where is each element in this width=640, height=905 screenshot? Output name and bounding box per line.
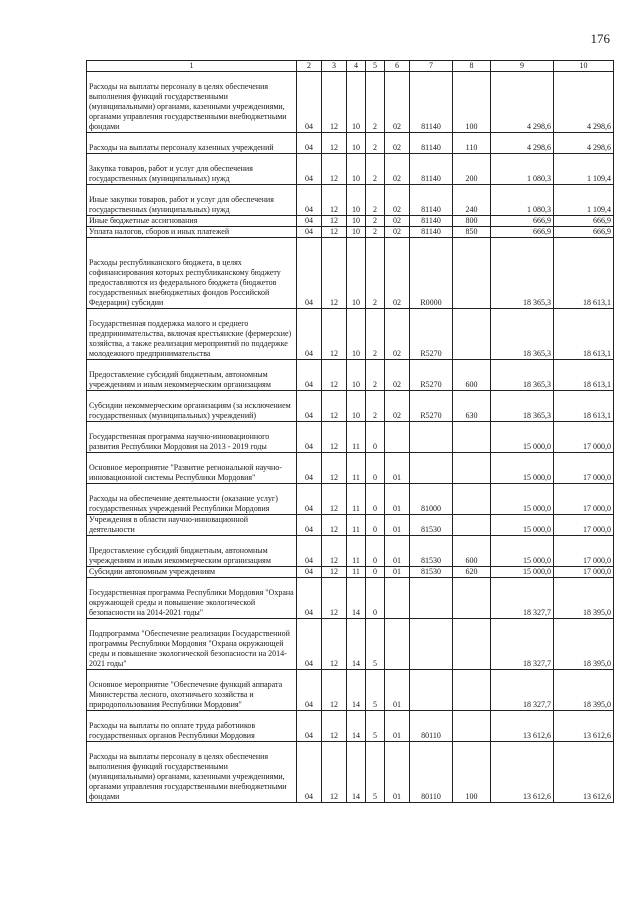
code-cell: 10 <box>347 309 366 360</box>
code-cell: 02 <box>385 238 410 309</box>
code-cell: 02 <box>385 309 410 360</box>
code-cell <box>453 422 491 453</box>
code-cell: 12 <box>322 227 347 238</box>
code-cell: 04 <box>297 515 322 536</box>
table-row <box>87 185 614 216</box>
table-row <box>87 567 614 578</box>
row-name-cell: Субсидии некоммерческим организациям (за исключением государственных (муниципальных) учреждений) <box>87 391 297 422</box>
code-cell: 10 <box>347 216 366 227</box>
table-row <box>87 711 614 742</box>
table-row <box>87 619 614 670</box>
code-cell: 11 <box>347 453 366 484</box>
amount-cell: 15 000,0 <box>491 422 554 453</box>
code-cell: 0 <box>366 536 385 567</box>
amount-cell: 18 327,7 <box>491 578 554 619</box>
row-name-cell: Иные закупки товаров, работ и услуг для обеспечения государственных (муниципальных) нужд <box>87 185 297 216</box>
code-cell: 81140 <box>410 72 453 133</box>
code-cell <box>410 670 453 711</box>
amount-cell: 18 395,0 <box>554 670 614 711</box>
code-cell: 12 <box>322 309 347 360</box>
table-row <box>87 670 614 711</box>
code-cell: R5270 <box>410 391 453 422</box>
table-header-row <box>87 61 614 72</box>
amount-cell: 18 327,7 <box>491 670 554 711</box>
code-cell: 12 <box>322 515 347 536</box>
code-cell: 81140 <box>410 216 453 227</box>
row-name-cell: Расходы республиканского бюджета, в целях софинансирования которых республиканскому бюджету предоставляются из федерального бюджета (бюджетов государственных внебюджетных фондов Российской Федерации) субсидии <box>87 238 297 309</box>
code-cell: R5270 <box>410 360 453 391</box>
code-cell: 11 <box>347 536 366 567</box>
code-cell <box>410 578 453 619</box>
amount-cell: 18 395,0 <box>554 578 614 619</box>
code-cell: 04 <box>297 453 322 484</box>
code-cell: 81530 <box>410 536 453 567</box>
code-cell: 04 <box>297 742 322 803</box>
code-cell: 04 <box>297 391 322 422</box>
code-cell: 04 <box>297 670 322 711</box>
code-cell: 01 <box>385 515 410 536</box>
code-cell <box>453 515 491 536</box>
column-header: 8 <box>453 61 491 72</box>
code-cell: 5 <box>366 670 385 711</box>
code-cell <box>453 670 491 711</box>
code-cell: 81140 <box>410 133 453 154</box>
amount-cell: 15 000,0 <box>491 515 554 536</box>
code-cell: 10 <box>347 391 366 422</box>
code-cell: 04 <box>297 484 322 515</box>
code-cell: 0 <box>366 567 385 578</box>
row-name-cell: Уплата налогов, сборов и иных платежей <box>87 227 297 238</box>
code-cell: 10 <box>347 185 366 216</box>
code-cell: 02 <box>385 185 410 216</box>
code-cell: 11 <box>347 484 366 515</box>
code-cell: 04 <box>297 422 322 453</box>
code-cell: 11 <box>347 567 366 578</box>
code-cell: 12 <box>322 453 347 484</box>
code-cell: 600 <box>453 536 491 567</box>
code-cell: 2 <box>366 133 385 154</box>
code-cell: R5270 <box>410 309 453 360</box>
row-name-cell: Расходы на обеспечение деятельности (оказание услуг) государственных учреждений Республики Мордовия <box>87 484 297 515</box>
code-cell: 04 <box>297 619 322 670</box>
amount-cell: 13 612,6 <box>491 711 554 742</box>
code-cell <box>385 578 410 619</box>
amount-cell: 18 613,1 <box>554 309 614 360</box>
code-cell: 04 <box>297 360 322 391</box>
row-name-cell: Учреждения в области научно-инновационной деятельности <box>87 515 297 536</box>
code-cell: 04 <box>297 227 322 238</box>
code-cell: 0 <box>366 422 385 453</box>
code-cell <box>453 238 491 309</box>
row-name-cell: Государственная программа Республики Мордовия "Охрана окружающей среды и повышение экологической безопасности на 2014-2021 годы" <box>87 578 297 619</box>
code-cell: 01 <box>385 670 410 711</box>
row-name-cell: Субсидии автономным учреждениям <box>87 567 297 578</box>
code-cell: 02 <box>385 216 410 227</box>
code-cell: 12 <box>322 360 347 391</box>
code-cell: 02 <box>385 227 410 238</box>
code-cell: 04 <box>297 133 322 154</box>
row-name-cell: Расходы на выплаты персоналу в целях обеспечения выполнения функций государственными (муниципальными) органами, казенными учреждениями, органами управления государственными внебюджетными фондами <box>87 742 297 803</box>
code-cell <box>385 619 410 670</box>
code-cell: 04 <box>297 536 322 567</box>
code-cell: 5 <box>366 742 385 803</box>
table-row <box>87 578 614 619</box>
code-cell <box>453 619 491 670</box>
code-cell: 0 <box>366 453 385 484</box>
table-row <box>87 742 614 803</box>
code-cell: 10 <box>347 72 366 133</box>
code-cell: 2 <box>366 391 385 422</box>
row-name-cell: Закупка товаров, работ и услуг для обеспечения государственных (муниципальных) нужд <box>87 154 297 185</box>
amount-cell: 15 000,0 <box>491 484 554 515</box>
amount-cell: 15 000,0 <box>491 536 554 567</box>
amount-cell: 4 298,6 <box>554 72 614 133</box>
column-header: 3 <box>322 61 347 72</box>
code-cell: 12 <box>322 238 347 309</box>
code-cell: 81530 <box>410 515 453 536</box>
code-cell: 12 <box>322 216 347 227</box>
row-name-cell: Расходы на выплаты персоналу в целях обеспечения выполнения функций государственными (муниципальными) органами, казенными учреждениями, органами управления государственными внебюджетными фондами <box>87 72 297 133</box>
code-cell: 12 <box>322 670 347 711</box>
code-cell <box>453 453 491 484</box>
code-cell: 12 <box>322 567 347 578</box>
row-name-cell: Основное мероприятие "Обеспечение функций аппарата Министерства лесного, охотничьего хозяйства и природопользования Республики Мордовия" <box>87 670 297 711</box>
code-cell: 12 <box>322 578 347 619</box>
code-cell: 2 <box>366 238 385 309</box>
code-cell: 04 <box>297 238 322 309</box>
code-cell: 2 <box>366 154 385 185</box>
code-cell: 2 <box>366 72 385 133</box>
table-row <box>87 515 614 536</box>
budget-table <box>86 60 614 803</box>
table-row <box>87 536 614 567</box>
code-cell: 04 <box>297 578 322 619</box>
code-cell: 0 <box>366 484 385 515</box>
code-cell <box>410 453 453 484</box>
code-cell: 2 <box>366 227 385 238</box>
code-cell: 04 <box>297 567 322 578</box>
table-row <box>87 422 614 453</box>
row-name-cell: Предоставление субсидий бюджетным, автономным учреждениям и иным некоммерческим организациям <box>87 360 297 391</box>
code-cell: 2 <box>366 216 385 227</box>
table-row <box>87 484 614 515</box>
code-cell: 630 <box>453 391 491 422</box>
table-row <box>87 154 614 185</box>
code-cell: 100 <box>453 742 491 803</box>
code-cell: 850 <box>453 227 491 238</box>
column-header: 10 <box>554 61 614 72</box>
code-cell: 01 <box>385 711 410 742</box>
amount-cell: 17 000,0 <box>554 515 614 536</box>
code-cell: 620 <box>453 567 491 578</box>
code-cell <box>453 309 491 360</box>
amount-cell: 666,9 <box>554 216 614 227</box>
column-header: 9 <box>491 61 554 72</box>
code-cell: 01 <box>385 536 410 567</box>
amount-cell: 13 612,6 <box>491 742 554 803</box>
amount-cell: 18 365,3 <box>491 238 554 309</box>
amount-cell: 18 613,1 <box>554 238 614 309</box>
code-cell <box>453 578 491 619</box>
code-cell: 5 <box>366 711 385 742</box>
code-cell: 2 <box>366 309 385 360</box>
code-cell: 02 <box>385 154 410 185</box>
page-number: 176 <box>590 31 610 46</box>
code-cell: 110 <box>453 133 491 154</box>
code-cell: 80110 <box>410 711 453 742</box>
code-cell <box>385 422 410 453</box>
amount-cell: 18 613,1 <box>554 391 614 422</box>
row-name-cell: Государственная поддержка малого и среднего предпринимательства, включая крестьянские (фермерские) хозяйства, а также реализация мероприятий по поддержке молодежного предпринимательства <box>87 309 297 360</box>
code-cell: 81000 <box>410 484 453 515</box>
code-cell: 10 <box>347 133 366 154</box>
code-cell: 14 <box>347 711 366 742</box>
amount-cell: 18 327,7 <box>491 619 554 670</box>
code-cell: 04 <box>297 309 322 360</box>
table-row <box>87 227 614 238</box>
amount-cell: 18 613,1 <box>554 360 614 391</box>
column-header: 1 <box>87 61 297 72</box>
column-header: 4 <box>347 61 366 72</box>
code-cell: 81140 <box>410 154 453 185</box>
code-cell: 0 <box>366 515 385 536</box>
code-cell: 02 <box>385 360 410 391</box>
table-row <box>87 72 614 133</box>
code-cell <box>410 422 453 453</box>
code-cell: 81140 <box>410 185 453 216</box>
code-cell: 12 <box>322 391 347 422</box>
amount-cell: 1 080,3 <box>491 154 554 185</box>
code-cell: 12 <box>322 536 347 567</box>
row-name-cell: Расходы на выплаты персоналу казенных учреждений <box>87 133 297 154</box>
table-row <box>87 391 614 422</box>
code-cell: 02 <box>385 391 410 422</box>
column-header: 5 <box>366 61 385 72</box>
code-cell: 10 <box>347 227 366 238</box>
amount-cell: 1 109,4 <box>554 154 614 185</box>
code-cell: 14 <box>347 578 366 619</box>
amount-cell: 18 395,0 <box>554 619 614 670</box>
code-cell: 200 <box>453 154 491 185</box>
amount-cell: 17 000,0 <box>554 484 614 515</box>
amount-cell: 4 298,6 <box>491 133 554 154</box>
row-name-cell: Основное мероприятие "Развитие региональной научно-инновационной системы Республики Мордовия" <box>87 453 297 484</box>
table-row <box>87 309 614 360</box>
amount-cell: 13 612,6 <box>554 711 614 742</box>
code-cell: 01 <box>385 484 410 515</box>
amount-cell: 17 000,0 <box>554 422 614 453</box>
amount-cell: 666,9 <box>491 216 554 227</box>
amount-cell: 18 365,3 <box>491 309 554 360</box>
code-cell: 2 <box>366 360 385 391</box>
code-cell: 12 <box>322 133 347 154</box>
code-cell: 12 <box>322 154 347 185</box>
code-cell: 02 <box>385 133 410 154</box>
column-header: 7 <box>410 61 453 72</box>
code-cell: 04 <box>297 216 322 227</box>
code-cell: 12 <box>322 484 347 515</box>
amount-cell: 18 365,3 <box>491 360 554 391</box>
table-row <box>87 216 614 227</box>
code-cell: 04 <box>297 185 322 216</box>
code-cell: 04 <box>297 154 322 185</box>
code-cell: 14 <box>347 619 366 670</box>
code-cell: 01 <box>385 742 410 803</box>
table-row <box>87 133 614 154</box>
amount-cell: 18 365,3 <box>491 391 554 422</box>
code-cell <box>453 484 491 515</box>
amount-cell: 15 000,0 <box>491 567 554 578</box>
amount-cell: 15 000,0 <box>491 453 554 484</box>
row-name-cell: Государственная программа научно-инновационного развития Республики Мордовия на 2013 - 2019 годы <box>87 422 297 453</box>
code-cell: 04 <box>297 711 322 742</box>
amount-cell: 666,9 <box>491 227 554 238</box>
table-row <box>87 360 614 391</box>
code-cell: 10 <box>347 154 366 185</box>
code-cell: R0000 <box>410 238 453 309</box>
code-cell: 81140 <box>410 227 453 238</box>
amount-cell: 4 298,6 <box>554 133 614 154</box>
code-cell: 12 <box>322 619 347 670</box>
code-cell: 81530 <box>410 567 453 578</box>
row-name-cell: Подпрограмма "Обеспечение реализации Государственной программы Республики Мордовия "Охрана окружающей среды и повышение экологической безопасности на 2014-2021 годы" <box>87 619 297 670</box>
amount-cell: 13 612,6 <box>554 742 614 803</box>
row-name-cell: Иные бюджетные ассигнования <box>87 216 297 227</box>
code-cell: 11 <box>347 422 366 453</box>
code-cell: 12 <box>322 742 347 803</box>
column-header: 6 <box>385 61 410 72</box>
row-name-cell: Расходы на выплаты по оплате труда работников государственных органов Республики Мордовия <box>87 711 297 742</box>
table-row <box>87 453 614 484</box>
code-cell <box>453 711 491 742</box>
code-cell: 10 <box>347 360 366 391</box>
code-cell: 12 <box>322 422 347 453</box>
table-row <box>87 238 614 309</box>
code-cell: 240 <box>453 185 491 216</box>
amount-cell: 1 109,4 <box>554 185 614 216</box>
code-cell: 0 <box>366 578 385 619</box>
amount-cell: 17 000,0 <box>554 536 614 567</box>
code-cell: 11 <box>347 515 366 536</box>
amount-cell: 666,9 <box>554 227 614 238</box>
row-name-cell: Предоставление субсидий бюджетным, автономным учреждениям и иным некоммерческим организациям <box>87 536 297 567</box>
code-cell: 5 <box>366 619 385 670</box>
code-cell: 01 <box>385 567 410 578</box>
code-cell: 14 <box>347 742 366 803</box>
code-cell: 04 <box>297 72 322 133</box>
code-cell <box>410 619 453 670</box>
code-cell: 12 <box>322 711 347 742</box>
amount-cell: 17 000,0 <box>554 567 614 578</box>
amount-cell: 4 298,6 <box>491 72 554 133</box>
code-cell: 800 <box>453 216 491 227</box>
code-cell: 10 <box>347 238 366 309</box>
code-cell: 12 <box>322 72 347 133</box>
code-cell: 100 <box>453 72 491 133</box>
amount-cell: 17 000,0 <box>554 453 614 484</box>
code-cell: 12 <box>322 185 347 216</box>
code-cell: 14 <box>347 670 366 711</box>
column-header: 2 <box>297 61 322 72</box>
code-cell: 2 <box>366 185 385 216</box>
code-cell: 600 <box>453 360 491 391</box>
code-cell: 01 <box>385 453 410 484</box>
amount-cell: 1 080,3 <box>491 185 554 216</box>
code-cell: 80110 <box>410 742 453 803</box>
code-cell: 02 <box>385 72 410 133</box>
